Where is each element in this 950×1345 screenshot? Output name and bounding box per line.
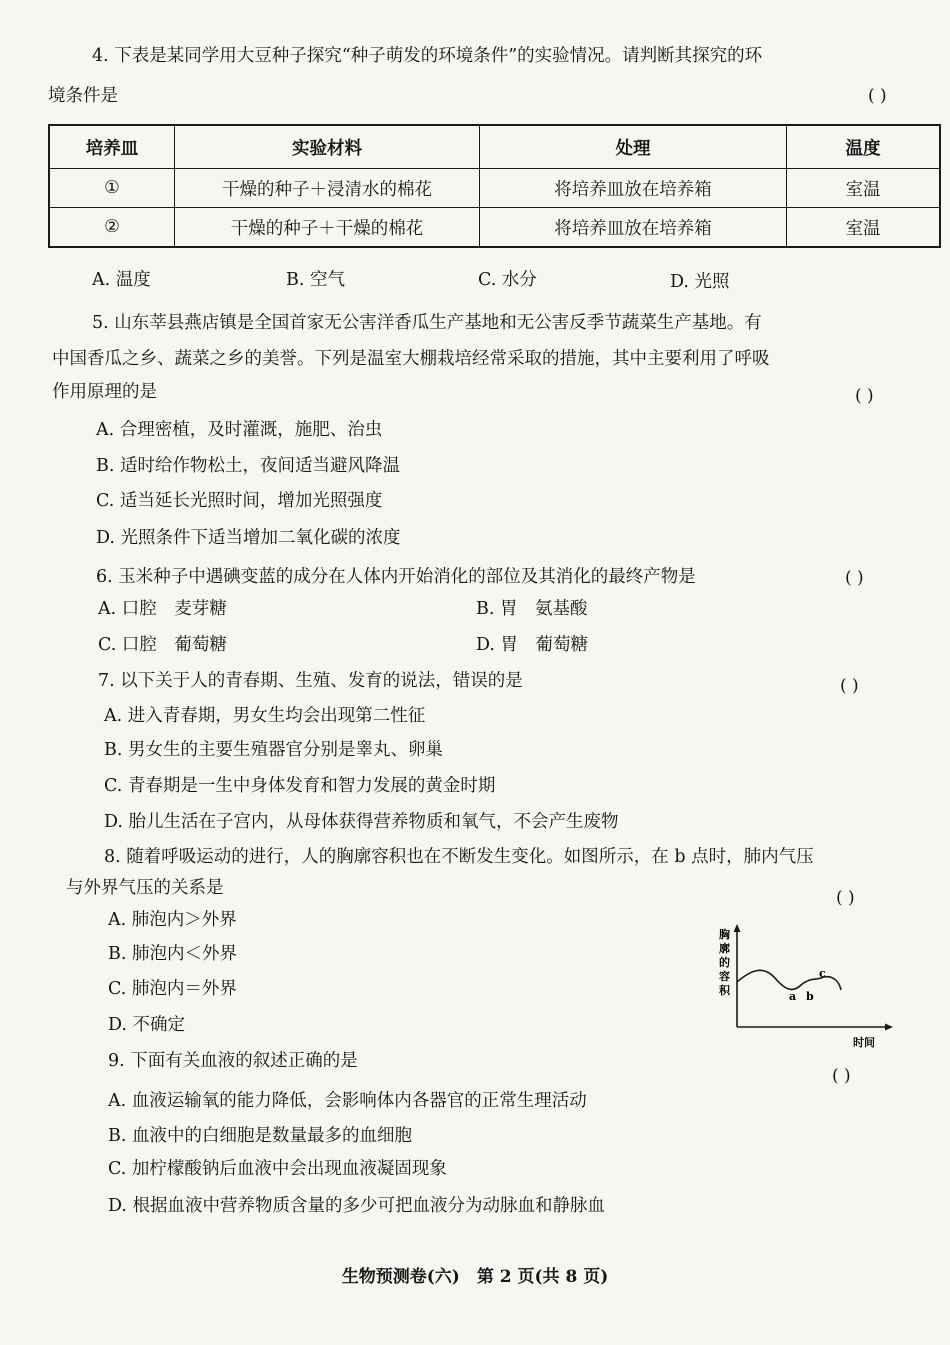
q9-option-a: A. 血液运输氧的能力降低，会影响体内各器官的正常生理活动 xyxy=(108,1091,587,1111)
table-header-cell: 培养皿 xyxy=(49,125,175,169)
chest-volume-figure xyxy=(705,920,900,1055)
q6-option-d: D. 胃 葡萄糖 xyxy=(476,635,589,655)
q9-stem: 9. 下面有关血液的叙述正确的是 xyxy=(108,1051,358,1071)
q8-stem-line2: 与外界气压的关系是 xyxy=(66,878,224,898)
q5-option-c: C. 适当延长光照时间，增加光照强度 xyxy=(96,491,383,511)
figure-xlabel: 时间 xyxy=(853,1036,875,1049)
q8-stem-line1: 8. 随着呼吸运动的进行，人的胸廓容积也在不断发生变化。如图所示，在 b 点时，肺内气压 xyxy=(104,847,814,867)
table-cell: 室温 xyxy=(787,208,941,248)
figure-ylabel-char: 容 xyxy=(719,970,730,983)
figure-ylabel-char: 积 xyxy=(719,984,730,997)
figure-point-a: a xyxy=(789,990,797,1003)
q7-option-c: C. 青春期是一生中身体发育和智力发展的黄金时期 xyxy=(104,776,496,796)
q8-option-c: C. 肺泡内＝外界 xyxy=(108,979,237,999)
q4-option-b: B. 空气 xyxy=(286,270,345,290)
figure-point-b: b xyxy=(806,990,814,1003)
figure-y-arrow xyxy=(734,924,741,932)
q4-option-c: C. 水分 xyxy=(478,270,537,290)
q5-answer-paren: ( ) xyxy=(855,386,874,406)
q5-stem-line1: 5. 山东莘县燕店镇是全国首家无公害洋香瓜生产基地和无公害反季节蔬菜生产基地。有 xyxy=(92,313,762,333)
figure-ylabel-char: 的 xyxy=(719,956,730,969)
table-cell: 干燥的种子＋干燥的棉花 xyxy=(175,208,480,248)
figure-x-arrow xyxy=(885,1024,893,1031)
table-cell: 室温 xyxy=(787,169,941,208)
q7-option-a: A. 进入青春期，男女生均会出现第二性征 xyxy=(104,706,426,726)
table-header-row xyxy=(49,125,940,169)
q4-option-d: D. 光照 xyxy=(670,272,730,292)
experiment-table xyxy=(48,124,941,248)
q5-stem-line3: 作用原理的是 xyxy=(52,382,157,402)
q4-answer-paren: ( ) xyxy=(868,86,887,106)
q5-option-d: D. 光照条件下适当增加二氧化碳的浓度 xyxy=(96,528,401,548)
q8-option-a: A. 肺泡内＞外界 xyxy=(108,910,237,930)
table-cell: ① xyxy=(49,169,175,208)
q9-option-c: C. 加柠檬酸钠后血液中会出现血液凝固现象 xyxy=(108,1159,447,1179)
page-footer: 生物预测卷(六) 第 2 页(共 8 页) xyxy=(341,1267,609,1287)
q5-option-b: B. 适时给作物松土，夜间适当避风降温 xyxy=(96,456,400,476)
q7-option-b: B. 男女生的主要生殖器官分别是睾丸、卵巢 xyxy=(104,740,443,760)
table-cell: ② xyxy=(49,208,175,248)
q6-option-b: B. 胃 氨基酸 xyxy=(476,599,588,619)
q6-answer-paren: ( ) xyxy=(845,568,864,588)
q6-stem: 6. 玉米种子中遇碘变蓝的成分在人体内开始消化的部位及其消化的最终产物是 xyxy=(96,567,696,587)
table-row xyxy=(49,208,940,248)
q9-option-b: B. 血液中的白细胞是数量最多的血细胞 xyxy=(108,1126,412,1146)
q4-stem-line2: 境条件是 xyxy=(48,86,118,106)
table-header-cell: 处理 xyxy=(480,125,787,169)
q9-option-d: D. 根据血液中营养物质含量的多少可把血液分为动脉血和静脉血 xyxy=(108,1196,606,1216)
table-cell: 将培养皿放在培养箱 xyxy=(480,208,787,248)
q8-option-b: B. 肺泡内＜外界 xyxy=(108,944,237,964)
table-header-cell: 温度 xyxy=(787,125,941,169)
q5-option-a: A. 合理密植，及时灌溉，施肥、治虫 xyxy=(96,420,383,440)
q7-answer-paren: ( ) xyxy=(840,676,859,696)
table-row xyxy=(49,169,940,208)
table-header-cell: 实验材料 xyxy=(175,125,480,169)
figure-point-c: c xyxy=(819,967,826,980)
q5-stem-line2: 中国香瓜之乡、蔬菜之乡的美誉。下列是温室大棚栽培经常采取的措施，其中主要利用了呼吸 xyxy=(52,349,770,369)
q7-option-d: D. 胎儿生活在子宫内，从母体获得营养物质和氧气，不会产生废物 xyxy=(104,812,619,832)
q7-stem: 7. 以下关于人的青春期、生殖、发育的说法，错误的是 xyxy=(98,671,523,691)
q4-stem-line1: 4. 下表是某同学用大豆种子探究“种子萌发的环境条件”的实验情况。请判断其探究的环 xyxy=(92,46,763,66)
q8-option-d: D. 不确定 xyxy=(108,1015,186,1035)
figure-ylabel-char: 胸 xyxy=(719,928,730,941)
table-cell: 干燥的种子＋浸清水的棉花 xyxy=(175,169,480,208)
q6-option-a: A. 口腔 麦芽糖 xyxy=(98,599,227,619)
q9-answer-paren: ( ) xyxy=(832,1066,851,1086)
table-cell: 将培养皿放在培养箱 xyxy=(480,169,787,208)
figure-ylabel-char: 廓 xyxy=(719,942,730,955)
q4-option-a: A. 温度 xyxy=(92,270,151,290)
q8-answer-paren: ( ) xyxy=(836,888,855,908)
q6-option-c: C. 口腔 葡萄糖 xyxy=(98,635,227,655)
